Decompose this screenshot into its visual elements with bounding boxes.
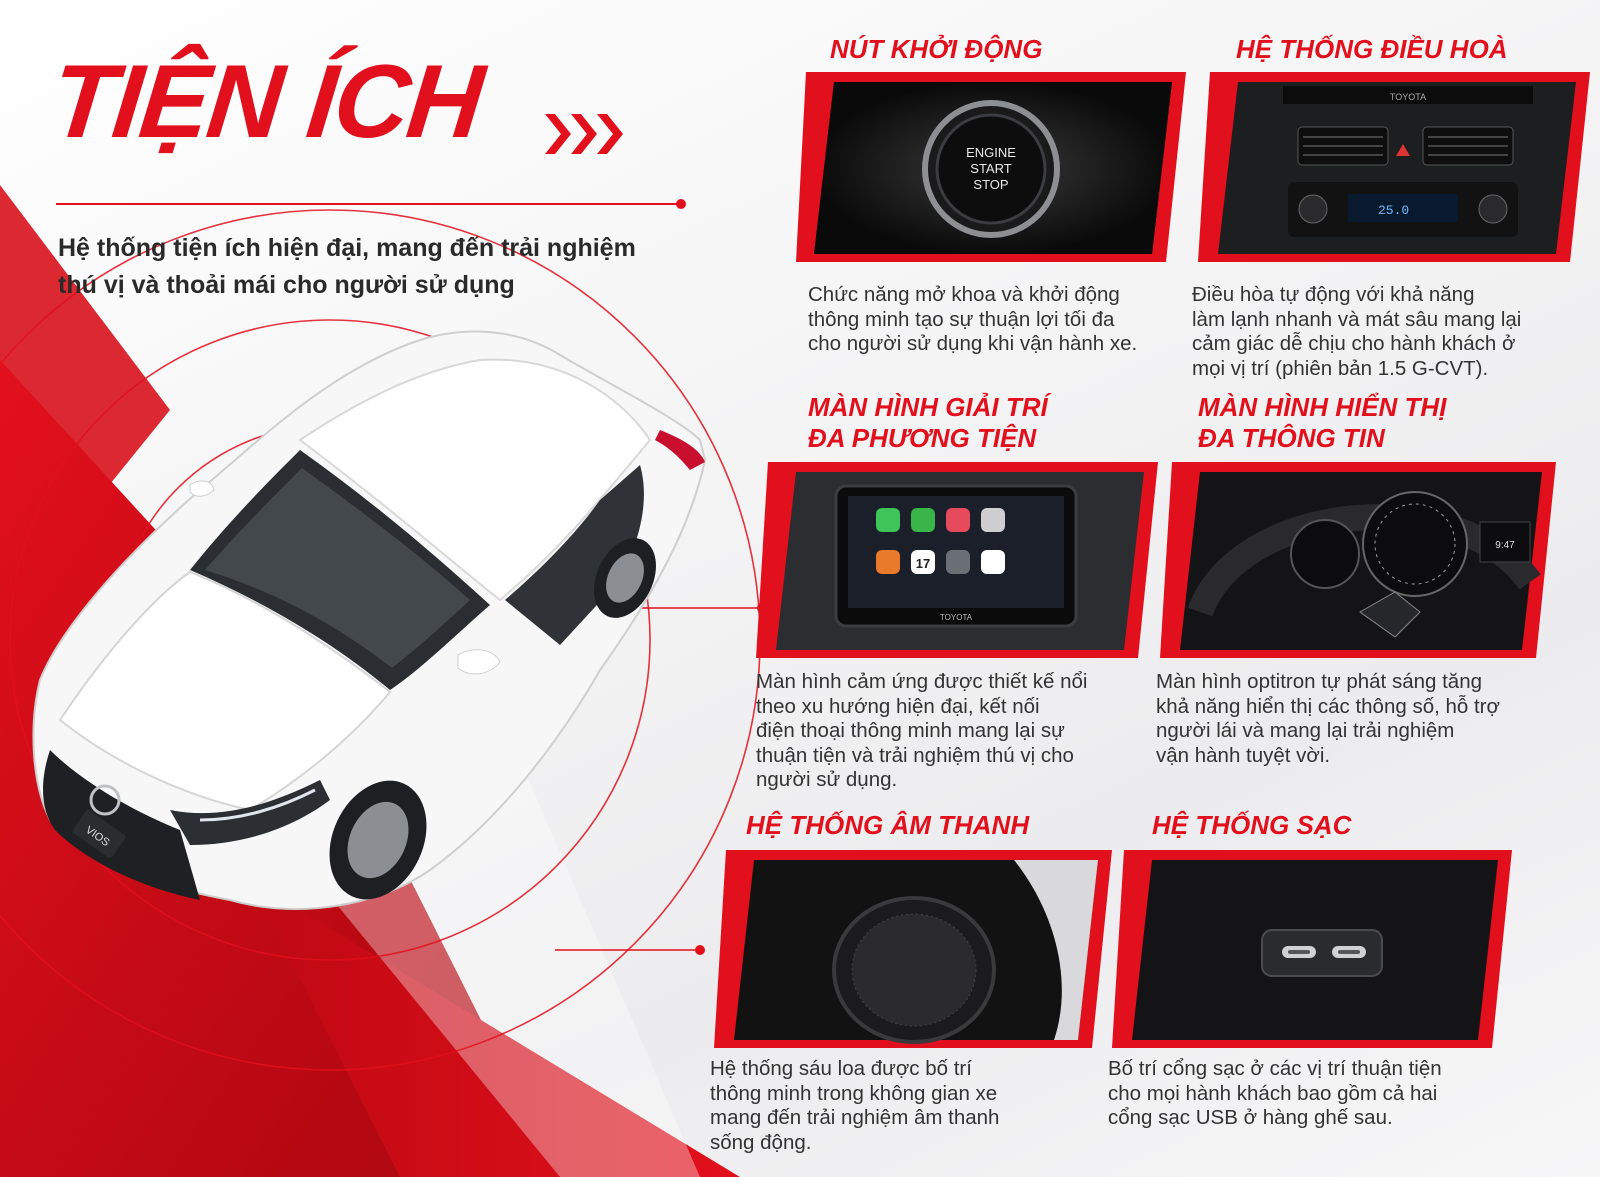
desc-line: Màn hình optitron tự phát sáng tăng bbox=[1156, 670, 1482, 693]
feature-photo-charging bbox=[1112, 850, 1512, 1048]
desc-line: thuận tiện và trải nghiệm thú vị cho bbox=[756, 743, 1074, 767]
feature-desc-audio bbox=[710, 1057, 1053, 1155]
desc-line: mọi vị trí (phiên bản 1.5 G-CVT). bbox=[1192, 356, 1489, 380]
feature-photo-start-button bbox=[796, 72, 1186, 262]
desc-line: Màn hình cảm ứng được thiết kế nổi bbox=[756, 670, 1088, 693]
desc-line: Hệ thống sáu loa được bố trí bbox=[710, 1057, 972, 1080]
desc-line: sống động. bbox=[710, 1130, 812, 1154]
desc-line: khả năng hiển thị các thông số, hỗ trợ bbox=[1156, 694, 1500, 718]
feature-desc-mid bbox=[1156, 670, 1530, 768]
feature-heading-text: HỆ THỐNG ÂM THANH bbox=[746, 810, 1030, 840]
feature-heading-aircon bbox=[1236, 34, 1508, 65]
feature-photo-infotainment bbox=[756, 462, 1158, 658]
subtitle-line: thú vị và thoải mái cho người sử dụng bbox=[58, 271, 515, 299]
page-title: TIỆN ÍCH bbox=[45, 44, 488, 160]
feature-heading-infotainment bbox=[808, 392, 1048, 454]
feature-heading-text: MÀN HÌNH GIẢI TRÍ bbox=[808, 392, 1048, 422]
feature-heading-text: MÀN HÌNH HIỂN THỊ bbox=[1198, 392, 1447, 422]
desc-line: làm lạnh nhanh và mát sâu mang lại bbox=[1192, 307, 1522, 331]
feature-heading-text-line2: ĐA PHƯƠNG TIỆN bbox=[808, 423, 1037, 453]
desc-line: thông minh tạo sự thuận lợi tối đa bbox=[808, 307, 1115, 331]
page-subtitle bbox=[58, 230, 698, 304]
feature-heading-text: HỆ THỐNG SẠC bbox=[1152, 810, 1352, 840]
desc-line: Điều hòa tự động với khả năng bbox=[1192, 283, 1475, 306]
stop-label: STOP bbox=[973, 177, 1009, 192]
feature-heading-start-button bbox=[830, 34, 1042, 65]
desc-line: theo xu hướng hiện đại, kết nối bbox=[756, 694, 1040, 718]
title-divider bbox=[56, 203, 682, 205]
desc-line: vận hành tuyệt vời. bbox=[1156, 743, 1331, 767]
feature-photo-audio bbox=[714, 850, 1112, 1048]
toyota-label: TOYOTA bbox=[1389, 92, 1427, 102]
toyota-label: TOYOTA bbox=[939, 613, 973, 622]
feature-heading-text-line2: ĐA THÔNG TIN bbox=[1198, 423, 1385, 453]
start-label: START bbox=[970, 161, 1012, 176]
desc-line: thông minh trong không gian xe bbox=[710, 1081, 998, 1105]
desc-line: cho mọi hành khách bao gồm cả hai bbox=[1108, 1081, 1438, 1105]
feature-heading-text: NÚT KHỞI ĐỘNG bbox=[830, 34, 1043, 64]
desc-line: Bố trí cổng sạc ở các vị trí thuận tiện bbox=[1108, 1057, 1442, 1080]
chevron-arrows-icon bbox=[545, 110, 625, 158]
temp-display: 25.0 bbox=[1378, 203, 1410, 218]
clock-display: 9:47 bbox=[1495, 540, 1515, 551]
desc-line: cho người sử dụng khi vận hành xe. bbox=[808, 332, 1138, 355]
feature-heading-text: HỆ THỐNG ĐIỀU HOÀ bbox=[1236, 34, 1508, 64]
desc-line: người lái và mang lại trải nghiệm bbox=[1156, 719, 1455, 742]
car-badge-text: VIOS bbox=[83, 824, 112, 849]
feature-heading-audio bbox=[746, 810, 1029, 841]
desc-line: người sử dụng. bbox=[756, 768, 898, 791]
subtitle-line: Hệ thống tiện ích hiện đại, mang đến trải nghiệm bbox=[58, 234, 636, 262]
desc-line: cảm giác dễ chịu cho hành khách ở bbox=[1192, 332, 1516, 355]
feature-desc-aircon bbox=[1192, 283, 1562, 381]
feature-desc-start-button bbox=[808, 283, 1168, 357]
calendar-day: 17 bbox=[915, 556, 931, 571]
desc-line: điện thoại thông minh mang lại sự bbox=[756, 719, 1065, 742]
desc-line: mang đến trải nghiệm âm thanh bbox=[710, 1106, 1000, 1129]
feature-photo-aircon bbox=[1198, 72, 1590, 262]
car-illustration bbox=[0, 300, 720, 960]
desc-line: cổng sạc USB ở hàng ghế sau. bbox=[1108, 1106, 1393, 1129]
feature-desc-infotainment bbox=[756, 670, 1114, 793]
feature-heading-mid bbox=[1198, 392, 1446, 454]
feature-heading-charging bbox=[1152, 810, 1351, 841]
desc-line: Chức năng mở khoa và khởi động bbox=[808, 283, 1120, 306]
feature-photo-mid bbox=[1160, 462, 1556, 658]
title-divider-dot bbox=[676, 199, 686, 209]
engine-label: ENGINE bbox=[966, 145, 1016, 160]
feature-desc-charging bbox=[1108, 1057, 1472, 1131]
